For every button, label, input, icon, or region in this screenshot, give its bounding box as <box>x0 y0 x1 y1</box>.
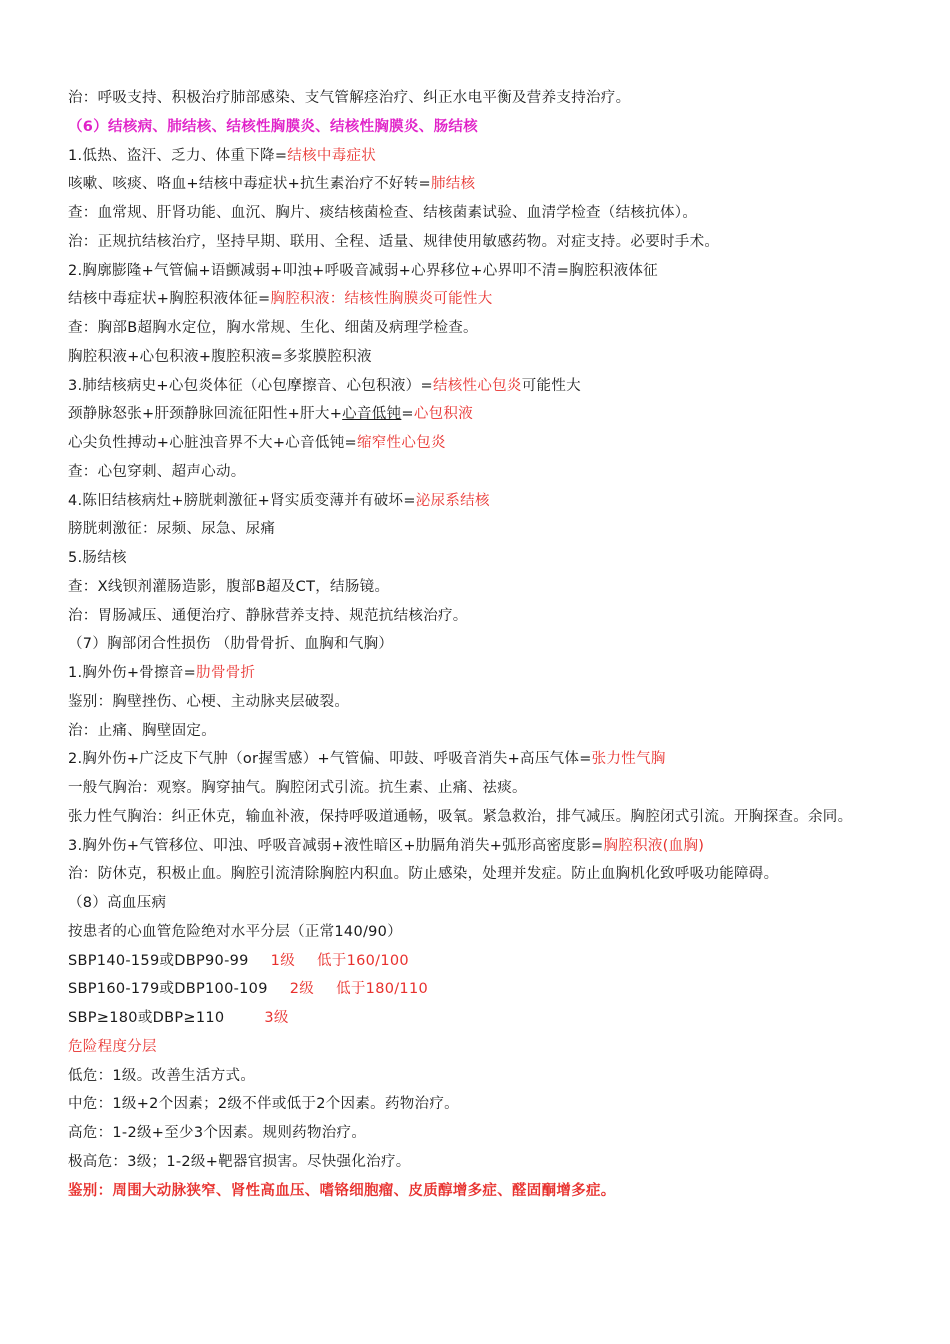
text-line: 1.低热、盗汗、乏力、体重下降=结核中毒症状 <box>68 147 377 164</box>
text-line: 张力性气胸治：纠正休克，输血补液，保持呼吸道通畅，吸氧。紧急救治，排气减压。胸腔闭式引流。开胸探查。余同。 <box>68 808 853 825</box>
bp-grade-row: SBP140-159或DBP90-99 1级 低于160/100 <box>68 952 409 969</box>
text-line: 极高危：3级；1-2级+靶器官损害。尽快强化治疗。 <box>68 1153 411 1170</box>
text-line: 结核中毒症状+胸腔积液体征=胸腔积液：结核性胸膜炎可能性大 <box>68 291 493 308</box>
text-line: 颈静脉怒张+肝颈静脉回流征阳性+肝大+心音低钝=心包积液 <box>68 406 474 423</box>
bp-grade-row: SBP160-179或DBP100-109 2级 低于180/110 <box>68 981 428 998</box>
text-line: 1.胸外伤+骨擦音=肋骨骨折 <box>68 665 256 681</box>
bp-grade-row: SBP≥180或DBP≥110 3级 <box>68 1010 289 1026</box>
text-line: 鉴别：胸壁挫伤、心梗、主动脉夹层破裂。 <box>68 693 350 710</box>
section-heading: （7）胸部闭合性损伤 （肋骨骨折、血胸和气胸） <box>68 636 394 653</box>
text-line: 查：胸部B超胸水定位，胸水常规、生化、细菌及病理学检查。 <box>68 320 478 336</box>
text-line: 胸腔积液+心包积液+腹腔积液=多浆膜腔积液 <box>68 348 372 365</box>
text-line: 治：防休克，积极止血。胸腔引流清除胸腔内积血。防止感染，处理并发症。防止血胸机化致呼吸功能障碍。 <box>68 866 779 883</box>
text-line: 治：止痛、胸壁固定。 <box>68 722 216 739</box>
text-line: 3.肺结核病史+心包炎体征（心包摩擦音、心包积液）=结核性心包炎可能性大 <box>68 377 581 394</box>
text-line: 中危：1级+2个因素；2级不伴或低于2个因素。药物治疗。 <box>68 1096 459 1113</box>
text-line: 咳嗽、咳痰、咯血+结核中毒症状+抗生素治疗不好转=肺结核 <box>68 176 476 193</box>
section-heading: （6）结核病、肺结核、结核性胸膜炎、结核性胸膜炎、肠结核 <box>68 118 478 135</box>
text-line: 一般气胸治：观察。胸穿抽气。胸腔闭式引流。抗生素、止痛、祛痰。 <box>68 780 527 796</box>
section-heading: （8）高血压病 <box>68 895 167 911</box>
section-heading: 危险程度分层 <box>68 1038 157 1055</box>
text-line: 低危：1级。改善生活方式。 <box>68 1067 256 1084</box>
text-line: 查：心包穿刺、超声心动。 <box>68 463 246 480</box>
text-line: 治：胃肠减压、通便治疗、静脉营养支持、规范抗结核治疗。 <box>68 607 468 624</box>
text-line: 心尖负性搏动+心脏浊音界不大+心音低钝=缩窄性心包炎 <box>68 435 446 451</box>
text-line: 2.胸外伤+广泛皮下气肿（or握雪感）+气管偏、叩鼓、呼吸音消失+高压气体=张力性气胸 <box>68 751 666 768</box>
text-line: 查：血常规、肝肾功能、血沉、胸片、痰结核菌检查、结核菌素试验、血清学检查（结核抗体）。 <box>68 205 698 221</box>
text-line: 2.胸廓膨隆+气管偏+语颤减弱+叩浊+呼吸音减弱+心界移位+心界叩不清=胸腔积液体征 <box>68 262 658 279</box>
text-line: 查：X线钡剂灌肠造影，腹部B超及CT，结肠镜。 <box>68 578 390 595</box>
text-line: 高危：1-2级+至少3个因素。规则药物治疗。 <box>68 1125 367 1141</box>
document-body <box>68 84 888 1205</box>
text-line: 4.陈旧结核病灶+膀胱刺激征+肾实质变薄并有破坏=泌尿系结核 <box>68 492 490 509</box>
text-line: 5.肠结核 <box>68 550 127 566</box>
text-line: 按患者的心血管危险绝对水平分层（正常140/90） <box>68 923 403 940</box>
text-line: 治：正规抗结核治疗，坚持早期、联用、全程、适量、规律使用敏感药物。对症支持。必要时手术。 <box>68 233 720 250</box>
text-line: 治：呼吸支持、积极治疗肺部感染、支气管解痉治疗、纠正水电平衡及营养支持治疗。 <box>68 90 631 106</box>
text-line: 3.胸外伤+气管移位、叩浊、呼吸音减弱+液性暗区+肋膈角消失+弧形高密度影=胸腔积液(血胸) <box>68 837 705 854</box>
text-line: 鉴别：周围大动脉狭窄、肾性高血压、嗜铬细胞瘤、皮质醇增多症、醛固酮增多症。 <box>68 1182 616 1199</box>
text-line: 膀胱刺激征：尿频、尿急、尿痛 <box>68 521 276 538</box>
